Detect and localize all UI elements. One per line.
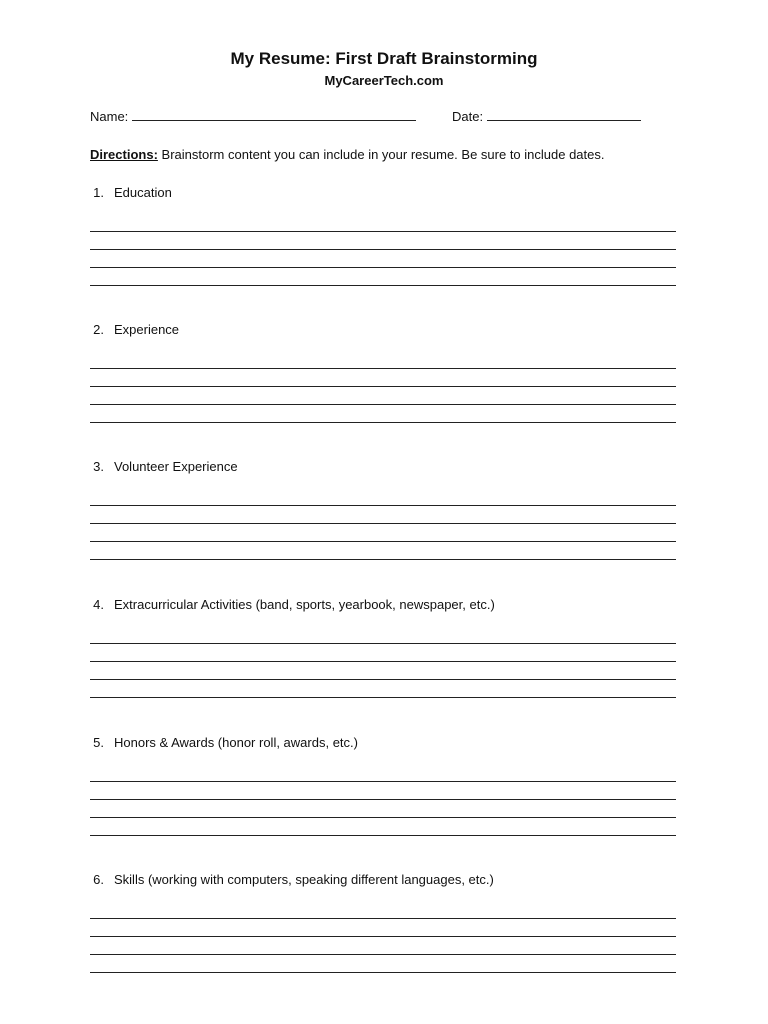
answer-line[interactable]	[90, 231, 676, 232]
section-number: 1.	[93, 185, 104, 200]
section-honors-awards	[90, 735, 676, 849]
directions-text: Brainstorm content you can include in your resume. Be sure to include dates.	[161, 147, 605, 162]
section-skills	[90, 872, 676, 986]
answer-lines	[90, 906, 676, 986]
section-education	[90, 185, 676, 299]
answer-line[interactable]	[90, 835, 676, 836]
name-label: Name:	[90, 109, 129, 124]
directions-label: Directions:	[90, 147, 158, 162]
section-experience	[90, 322, 676, 436]
section-number: 3.	[93, 459, 104, 474]
date-label: Date:	[452, 109, 484, 124]
section-extracurricular-activities	[90, 597, 676, 711]
section-number: 6.	[93, 872, 104, 887]
answer-line[interactable]	[90, 404, 676, 405]
section-title: Skills (working with computers, speaking different languages, etc.)	[114, 872, 494, 887]
answer-line[interactable]	[90, 505, 676, 506]
answer-lines	[90, 493, 676, 573]
answer-lines	[90, 356, 676, 436]
answer-lines	[90, 631, 676, 711]
answer-line[interactable]	[90, 541, 676, 542]
section-heading	[90, 735, 676, 751]
answer-line[interactable]	[90, 422, 676, 423]
page-title: My Resume: First Draft Brainstorming	[230, 49, 538, 68]
answer-line[interactable]	[90, 559, 676, 560]
answer-line[interactable]	[90, 267, 676, 268]
answer-line[interactable]	[90, 679, 676, 680]
answer-line[interactable]	[90, 918, 676, 919]
answer-line[interactable]	[90, 972, 676, 973]
answer-line[interactable]	[90, 799, 676, 800]
answer-line[interactable]	[90, 661, 676, 662]
answer-lines	[90, 219, 676, 299]
section-number: 2.	[93, 322, 104, 337]
answer-line[interactable]	[90, 368, 676, 369]
section-heading	[90, 322, 676, 338]
answer-line[interactable]	[90, 386, 676, 387]
answer-line[interactable]	[90, 781, 676, 782]
directions	[90, 147, 710, 163]
page-subtitle: MyCareerTech.com	[324, 73, 444, 88]
answer-line[interactable]	[90, 643, 676, 644]
section-volunteer-experience	[90, 459, 676, 573]
answer-line[interactable]	[90, 523, 676, 524]
section-heading	[90, 872, 676, 888]
date-row	[452, 109, 641, 125]
answer-line[interactable]	[90, 817, 676, 818]
section-heading	[90, 185, 676, 201]
section-title: Experience	[114, 322, 180, 337]
answer-lines	[90, 769, 676, 849]
name-field[interactable]	[132, 109, 416, 121]
answer-line[interactable]	[90, 285, 676, 286]
section-number: 4.	[93, 597, 104, 612]
section-title: Education	[114, 185, 172, 200]
answer-line[interactable]	[90, 249, 676, 250]
section-title: Volunteer Experience	[114, 459, 238, 474]
section-title: Honors & Awards (honor roll, awards, etc.)	[114, 735, 358, 750]
section-heading	[90, 597, 676, 613]
date-field[interactable]	[487, 109, 641, 121]
answer-line[interactable]	[90, 954, 676, 955]
section-title: Extracurricular Activities (band, sports, yearbook, newspaper, etc.)	[114, 597, 495, 612]
section-number: 5.	[93, 735, 104, 750]
section-heading	[90, 459, 676, 475]
answer-line[interactable]	[90, 936, 676, 937]
answer-line[interactable]	[90, 697, 676, 698]
